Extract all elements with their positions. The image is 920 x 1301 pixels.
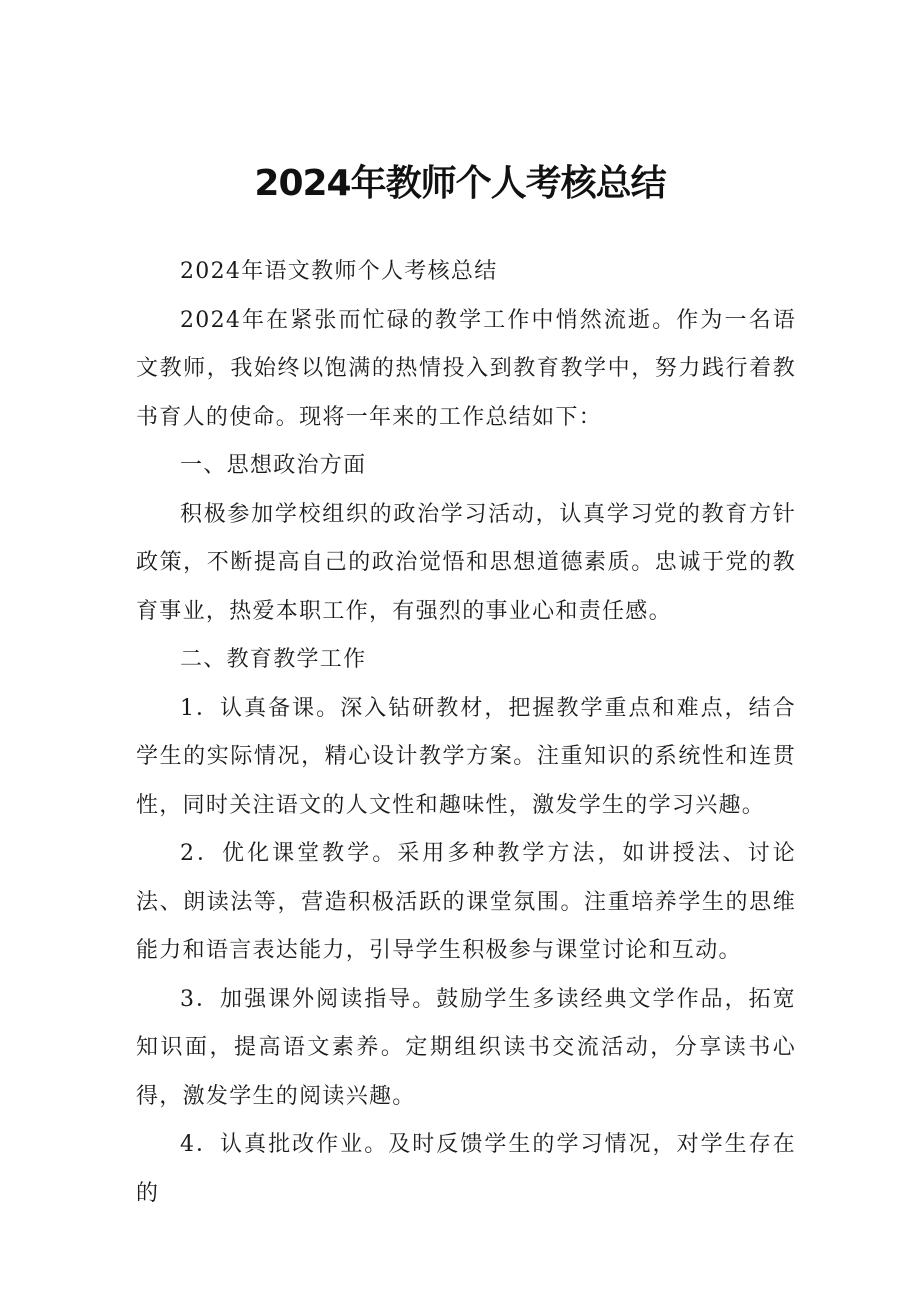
section-heading-teaching: 二、教育教学工作 [180, 647, 367, 672]
document-body [136, 248, 796, 1218]
list-item-reading: 3．加强课外阅读指导。鼓励学生多读经典文学作品，拓宽知识面，提高语文素养。定期组织读书交流活动，分享读书心得，激发学生的阅读兴趣。 [136, 986, 796, 1109]
list-item-classroom: 2．优化课堂教学。采用多种教学方法，如讲授法、讨论法、朗读法等，营造积极活跃的课堂氛围。注重培养学生的思维能力和语言表达能力，引导学生积极参与课堂讨论和互动。 [136, 841, 796, 963]
intro-paragraph: 2024年在紧张而忙碌的教学工作中悄然流逝。作为一名语文教师，我始终以饱满的热情投入到教育教学中，努力践行着教书育人的使命。现将一年来的工作总结如下： [136, 307, 796, 430]
section-heading-ideology: 一、思想政治方面 [180, 453, 367, 478]
list-item-lesson-prep: 1．认真备课。深入钻研教材，把握教学重点和难点，结合学生的实际情况，精心设计教学方案。注重知识的系统性和连贯性，同时关注语文的人文性和趣味性，激发学生的学习兴趣。 [136, 695, 796, 818]
document-title: 2024年教师个人考核总结 [254, 163, 666, 204]
list-item-homework: 4．认真批改作业。及时反馈学生的学习情况，对学生存在的 [136, 1132, 796, 1206]
section-paragraph-ideology: 积极参加学校组织的政治学习活动，认真学习党的教育方针政策，不断提高自己的政治觉悟和思想道德素质。忠诚于党的教育事业，热爱本职工作，有强烈的事业心和责任感。 [136, 501, 796, 624]
subtitle: 2024年语文教师个人考核总结 [180, 259, 498, 284]
